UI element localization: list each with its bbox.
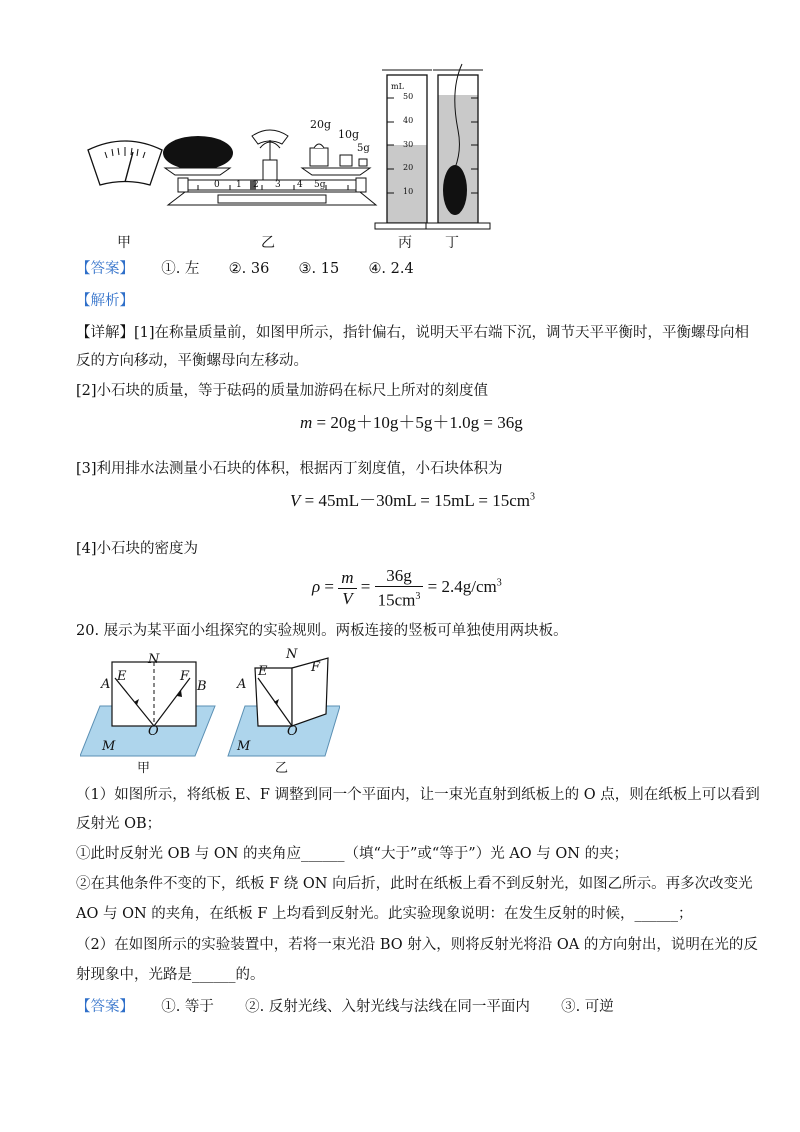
q20-answer-3: ③. 可逆	[561, 999, 614, 1015]
label-N-jia: N	[148, 652, 160, 667]
rho-denominator: V	[342, 588, 353, 608]
weight-20g: 20g	[310, 118, 332, 131]
label-F-jia: F	[180, 669, 190, 684]
weight-10g: 10g	[338, 128, 360, 141]
q19-answer	[76, 258, 414, 280]
formula-mass: m = 20g＋10g＋5g＋1.0g = 36g	[300, 413, 523, 432]
scale-tick-2: 2	[253, 180, 259, 190]
detail-line-1: 【详解】[1]在称量质量前，如图甲所示，指针偏右，说明天平右端下沉，调节天平平衡时，平衡螺母向相	[76, 325, 750, 341]
answer-3: ③. 15	[298, 261, 340, 277]
label-E-yi: E	[258, 664, 268, 679]
answer-2: ②. 36	[228, 261, 270, 277]
cyl-tick-20: 20	[403, 163, 414, 172]
analysis-label: 【解析】	[76, 293, 134, 309]
label-M-yi: M	[237, 739, 251, 754]
weight-5g: 5g	[357, 143, 370, 154]
cyl-tick-10: 10	[403, 187, 414, 196]
scale-tick-3: 3	[275, 180, 281, 190]
label-M-jia: M	[102, 739, 116, 754]
label-F-yi: F	[311, 660, 321, 675]
scale-tick-4: 4	[297, 180, 303, 190]
q20-part2-line2: 射现象中，光路是______的。	[76, 967, 265, 983]
label-E-jia: E	[117, 669, 127, 684]
answer-label: 【答案】	[76, 261, 134, 277]
detail-line-3: [2]小石块的质量，等于砝码的质量加游码在标尺上所对的刻度值	[76, 383, 489, 399]
formula-volume-rhs: = 45mL－30mL = 15mL = 15cm	[304, 491, 530, 510]
q20-question-2-line1: ②在其他条件不变的下，纸板 F 绕 ON 向后折，此时在纸板上看不到反射光，如图乙所示。再多次改变光	[76, 876, 753, 892]
rho-numerator-value: 36g	[375, 566, 424, 587]
q20-answer-2: ②. 反射光线、入射光线与法线在同一平面内	[245, 999, 530, 1015]
scale-tick-1: 1	[236, 180, 242, 190]
label-N-yi: N	[286, 647, 298, 662]
rho-result: = 2.4g/cm	[427, 577, 497, 597]
caption-reflection-yi: 乙	[275, 761, 289, 776]
label-A-jia: A	[101, 677, 111, 692]
caption-jia: 甲	[117, 235, 131, 251]
detail-line-5: [4]小石块的密度为	[76, 541, 199, 557]
cylinder-ding	[426, 64, 490, 229]
label-A-yi: A	[237, 677, 247, 692]
q20-answer-label: 【答案】	[76, 999, 134, 1015]
label-O-yi: O	[287, 724, 298, 739]
caption-bing: 丙	[398, 235, 412, 251]
q20-answer-1: ①. 等于	[161, 999, 214, 1015]
reflection-figure	[80, 648, 340, 766]
cylinder-unit: mL	[391, 82, 404, 91]
formula-density: ρ = $\frac{m}{V}$ = $\frac{36g}{15cm^3}$ = $2.4g/cm^3$	[312, 566, 502, 610]
q20-question-2-line2: AO 与 ON 的夹角，在纸板 F 上均看到反射光。此实验现象说明：在发生反射的时候，______；	[76, 906, 693, 922]
q20-answer	[76, 996, 614, 1018]
q20-part1-line2: 反射光 OB；	[76, 816, 162, 832]
rho-numerator: m	[341, 567, 354, 587]
q20-stem: 20. 展示为某平面小组探究的实验规则。两板连接的竖板可单独使用两块板。	[76, 623, 568, 639]
q20-part2-line1: （2）在如图所示的实验装置中，若将一束光沿 BO 射入，则将反射光将沿 OA 的方向射出，说明在光的反	[76, 937, 758, 953]
cyl-tick-50: 50	[403, 92, 414, 101]
q20-part1-line1: （1）如图所示，将纸板 E、F 调整到同一个平面内，让一束光直射到纸板上的 O 点，则在纸板上可以看到	[76, 787, 760, 803]
caption-yi: 乙	[261, 235, 275, 251]
answer-4: ④. 2.4	[368, 261, 414, 277]
balance-cylinder-figure	[70, 60, 500, 235]
q20-question-1: ①此时反射光 OB 与 ON 的夹角应______（填“大于”或“等于”）光 AO 与 ON 的夹；	[76, 846, 629, 862]
scale-tick-5g: 5g	[314, 180, 326, 190]
detail-line-4: [3]利用排水法测量小石块的体积，根据丙丁刻度值，小石块体积为	[76, 461, 503, 477]
balance-yi	[163, 130, 376, 205]
cyl-tick-30: 30	[403, 140, 414, 149]
caption-reflection-jia: 甲	[137, 761, 151, 776]
detail-line-2: 反的方向移动，平衡螺母向左移动。	[76, 353, 308, 369]
label-B-jia: B	[197, 679, 207, 694]
dial-jia	[88, 141, 162, 185]
cyl-tick-40: 40	[403, 116, 414, 125]
label-O-jia: O	[148, 724, 159, 739]
formula-mass-rhs: = 20g＋10g＋5g＋1.0g = 36g	[316, 413, 523, 432]
scale-tick-0: 0	[214, 180, 220, 190]
rho-denominator-value: 15cm	[377, 590, 416, 610]
formula-volume: $V = 45mL-30mL = 15mL = 15cm^3$	[290, 491, 535, 510]
answer-1: ①. 左	[161, 261, 200, 277]
caption-ding: 丁	[445, 235, 459, 251]
